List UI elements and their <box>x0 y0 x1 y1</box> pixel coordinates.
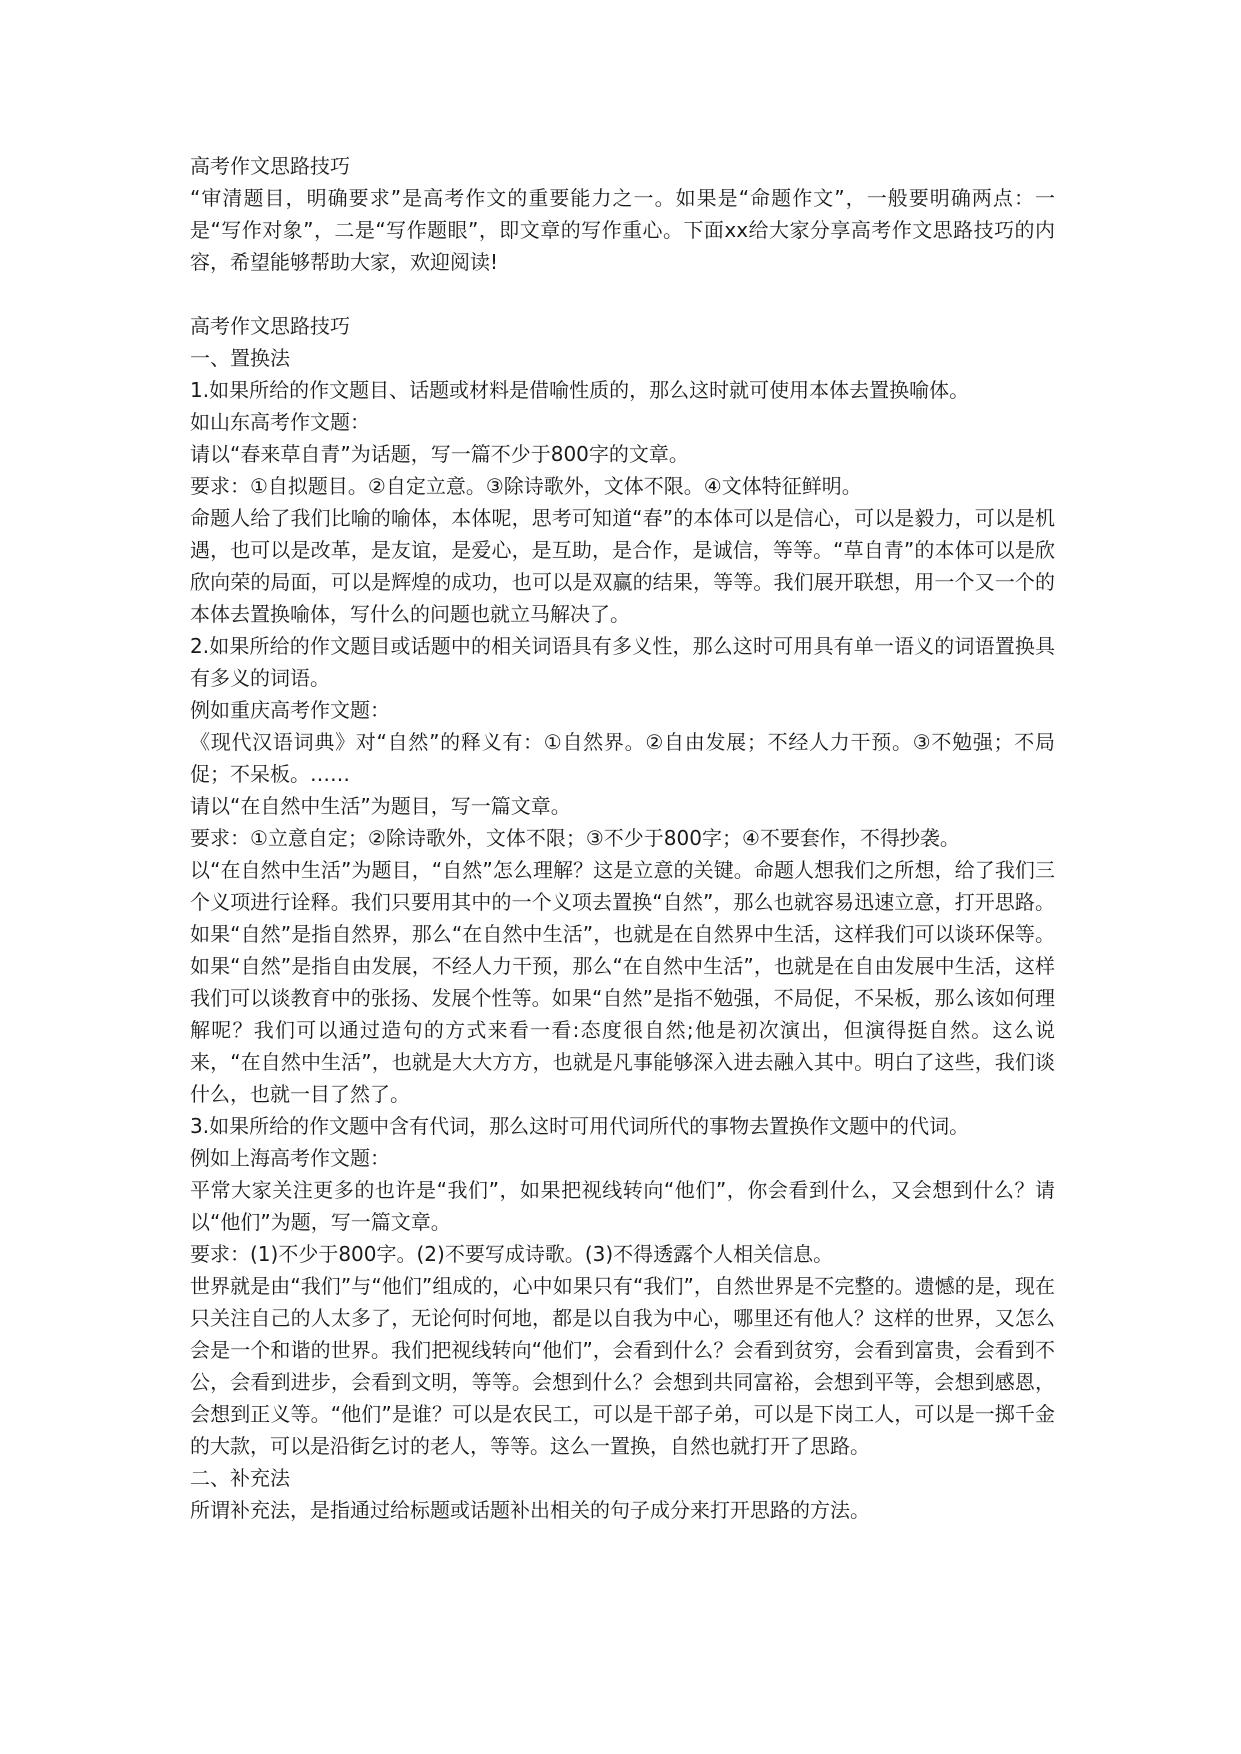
analysis-shanghai: 世界就是由“我们”与“他们”组成的，心中如果只有“我们”，自然世界是不完整的。遗憾的是，现在只关注自己的人太多了，无论何时何地，都是以自我为中心，哪里还有他人？这样的世界，又怎么会是一个和谐的世界。我们把视线转向“他们”，会看到什么？会看到贫穷，会看到富贵，会看到不公，会看到进步，会看到文明，等等。会想到什么？会想到共同富裕，会想到平等，会想到感恩，会想到正义等。“他们”是谁？可以是农民工，可以是干部子弟，可以是下岗工人，可以是一掷千金的大款，可以是沿街乞讨的老人，等等。这么一置换，自然也就打开了思路。 <box>190 1274 1055 1458</box>
example-label-chongqing: 例如重庆高考作文题： <box>190 698 390 722</box>
definition-chongqing: 《现代汉语词典》对“自然”的释义有：①自然界。②自由发展；不经人力干预。③不勉强；不局促；不呆板。…… <box>190 730 1055 786</box>
prompt-shandong: 请以“春来草自青”为话题，写一篇不少于800字的文章。 <box>190 442 689 466</box>
requirements-shandong: 要求：①自拟题目。②自定立意。③除诗歌外，文体不限。④文体特征鲜明。 <box>190 474 862 498</box>
document-body <box>190 150 1055 1526</box>
prompt-chongqing: 请以“在自然中生活”为题目，写一篇文章。 <box>190 794 571 818</box>
section-title: 高考作文思路技巧 <box>190 314 350 338</box>
prompt-shanghai: 平常大家关注更多的也许是“我们”，如果把视线转向“他们”，你会看到什么，又会想到什么？请以“他们”为题，写一篇文章。 <box>190 1178 1055 1234</box>
intro-paragraph: “审清题目，明确要求”是高考作文的重要能力之一。如果是“命题作文”，一般要明确两点：一是“写作对象”，二是“写作题眼”，即文章的写作重心。下面xx给大家分享高考作文思路技巧的内容，希望能够帮助大家，欢迎阅读! <box>190 186 1055 274</box>
example-label-shanghai: 例如上海高考作文题： <box>190 1146 390 1170</box>
requirements-chongqing: 要求：①立意自定；②除诗歌外，文体不限；③不少于800字；④不要套作，不得抄袭。 <box>190 826 960 850</box>
point-3: 3.如果所给的作文题中含有代词，那么这时可用代词所代的事物去置换作文题中的代词。 <box>190 1114 970 1138</box>
heading-method-2: 二、补充法 <box>190 1466 290 1490</box>
requirements-shanghai: 要求：(1)不少于800字。(2)不要写成诗歌。(3)不得透露个人相关信息。 <box>190 1242 834 1266</box>
heading-method-1: 一、置换法 <box>190 346 290 370</box>
example-label-shandong: 如山东高考作文题： <box>190 410 370 434</box>
blank-line <box>190 278 1055 310</box>
point-1: 1.如果所给的作文题目、话题或材料是借喻性质的，那么这时就可使用本体去置换喻体。 <box>190 378 970 402</box>
point-2: 2.如果所给的作文题目或话题中的相关词语具有多义性，那么这时可用具有单一语义的词语置换具有多义的词语。 <box>190 634 1055 690</box>
document-title: 高考作文思路技巧 <box>190 154 350 178</box>
analysis-shandong: 命题人给了我们比喻的喻体，本体呢，思考可知道“春”的本体可以是信心，可以是毅力，可以是机遇，也可以是改革，是友谊，是爱心，是互助，是合作，是诚信，等等。“草自青”的本体可以是欣欣向荣的局面，可以是辉煌的成功，也可以是双赢的结果，等等。我们展开联想，用一个又一个的本体去置换喻体，写什么的问题也就立马解决了。 <box>190 506 1055 626</box>
analysis-chongqing: 以“在自然中生活”为题目，“自然”怎么理解？这是立意的关键。命题人想我们之所想，给了我们三个义项进行诠释。我们只要用其中的一个义项去置换“自然”，那么也就容易迅速立意，打开思路。如果“自然”是指自然界，那么“在自然中生活”，也就是在自然界中生活，这样我们可以谈环保等。如果“自然”是指自由发展，不经人力干预，那么“在自然中生活”，也就是在自由发展中生活，这样我们可以谈教育中的张扬、发展个性等。如果“自然”是指不勉强，不局促，不呆板，那么该如何理解呢？我们可以通过造句的方式来看一看:态度很自然;他是初次演出，但演得挺自然。这么说来，“在自然中生活”，也就是大大方方，也就是凡事能够深入进去融入其中。明白了这些，我们谈什么，也就一目了然了。 <box>190 858 1055 1106</box>
method-2-definition: 所谓补充法，是指通过给标题或话题补出相关的句子成分来打开思路的方法。 <box>190 1498 870 1522</box>
